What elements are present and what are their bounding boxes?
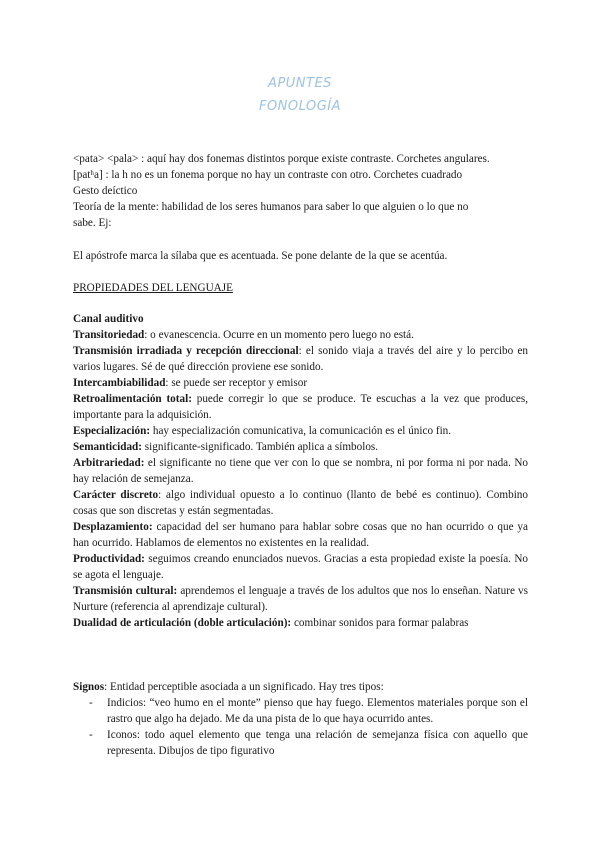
property-item: Transitoriedad: o evanescencia. Ocurre en un momento pero luego no está. [73, 329, 414, 341]
intro-line-2: [patʰa] : la h no es un fonema porque no hay un contraste con otro. Corchetes cuadrado [73, 169, 463, 181]
signos-list [73, 695, 528, 759]
property-item: Transmisión irradiada y recepción direccional: el sonido viaja a través del aire y lo percibo en varios lugares. Sé de qué dirección proviene ese sonido. [73, 345, 529, 373]
property-item: Dualidad de articulación (doble articulación): combinar sonidos para formar palabras [73, 617, 469, 629]
dash-bullet: - [89, 729, 93, 741]
intro-line-3: Gesto deíctico [73, 185, 138, 197]
section-heading-text: PROPIEDADES DEL LENGUAJE [73, 282, 233, 294]
title-line-1: APUNTES [268, 76, 332, 91]
property-item: Intercambiabilidad: se puede ser receptor y emisor [73, 377, 308, 389]
property-item: Desplazamiento: capacidad del ser humano para hablar sobre cosas que no han ocurrido o que ya han ocurrido. Hablamos de elementos no existentes en la realidad. [73, 521, 528, 549]
intro-line-4: Teoría de la mente: habilidad de los seres humanos para saber lo que alguien o lo que no [73, 201, 469, 213]
property-item: Arbitrariedad: el significante no tiene que ver con lo que se nombra, ni por forma ni por nada. No hay relación de semejanza. [73, 457, 528, 485]
title-line-2: FONOLOGÍA [258, 99, 342, 114]
property-item: Carácter discreto: algo individual opuesto a lo continuo (llanto de bebé es continuo). Combino cosas que son discretas y están segmentadas. [73, 489, 528, 517]
signos-term: Signos [73, 681, 105, 693]
apostrophe-note: El apóstrofe marca la sílaba que es acentuada. Se pone delante de la que se acentúa. [73, 250, 448, 262]
intro-line-1: <pata> <pala> : aquí hay dos fonemas distintos porque existe contraste. Corchetes angulares. [73, 153, 490, 165]
signos-paragraph [73, 679, 528, 695]
intro-line-5: sabe. Ej: [73, 217, 112, 229]
property-item: Productividad: seguimos creando enunciados nuevos. Gracias a esta propiedad existe la poesía. No se agota el lenguaje. [73, 553, 528, 581]
canal-heading: Canal auditivo [73, 313, 144, 325]
section-heading [73, 280, 528, 296]
dash-bullet: - [89, 697, 93, 709]
property-item: Retroalimentación total: puede corregir lo que se produce. Te escuchas a la vez que produces, importante para la adquisición. [73, 393, 528, 421]
property-item: Semanticidad: significante-significado. También aplica a símbolos. [73, 441, 379, 453]
list-item: - Indicios: “veo humo en el monte” pienso que hay fuego. Elementos materiales porque son el rastro que algo ha dejado. Me da una pista de lo que haya ocurrido antes. [89, 697, 528, 725]
intro-block [73, 151, 528, 231]
list-item: - Iconos: todo aquel elemento que tenga una relación de semejanza física con aquello que representa. Dibujos de tipo figurativo [89, 729, 528, 757]
signos-definition: : Entidad perceptible asociada a un significado. Hay tres tipos: [104, 681, 384, 693]
properties-list [73, 311, 528, 631]
property-item: Transmisión cultural: aprendemos el lenguaje a través de los adultos que nos lo enseñan. Nature vs Nurture (referencia al aprendizaje cultural). [73, 585, 528, 613]
property-item: Especialización: hay especialización comunicativa, la comunicación es el único fin. [73, 425, 452, 437]
